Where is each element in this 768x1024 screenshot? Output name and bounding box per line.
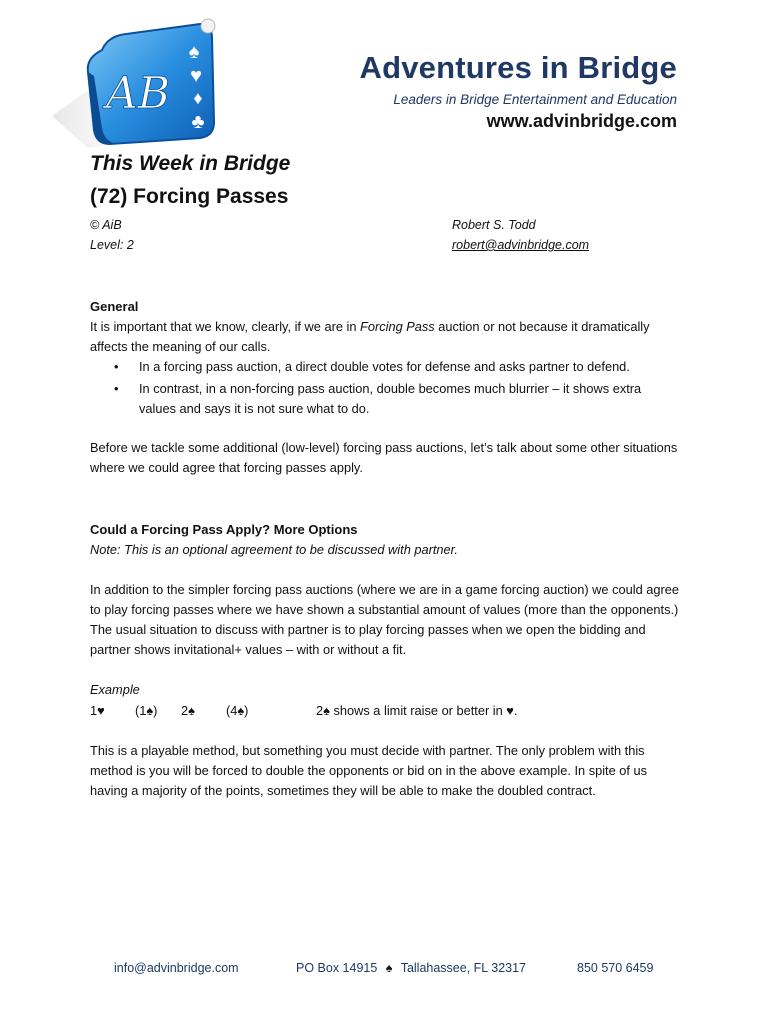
options-heading: Could a Forcing Pass Apply? More Options [90, 522, 358, 537]
general-intro-end: auction or not because it dramatically affects the meaning of our calls. [90, 319, 650, 354]
general-bullets [90, 357, 680, 419]
example-auction [90, 701, 680, 721]
general-heading: General [90, 299, 139, 314]
bullet-text: In a forcing pass auction, a direct double votes for defense and asks partner to defend. [139, 359, 630, 374]
level: Level: 2 [90, 238, 134, 252]
logo-text: AB [106, 68, 171, 119]
auction-comment: 2♠ shows a limit raise or better in ♥. [316, 703, 518, 718]
footer-address [296, 961, 526, 975]
brand-title: Adventures in Bridge [359, 50, 677, 85]
auction-bid: (1♠) [135, 703, 158, 718]
footer-email-link[interactable]: info@advinbridge.com [114, 961, 239, 975]
ab-logo [48, 16, 224, 150]
options-closing: This is a playable method, but something you must decide with partner. The only problem with this method is you will be forced to double the opponents or bid on in the above example. In spite of us having a majority of the points, sometimes they will be able to make the doubled contract. [90, 743, 648, 798]
brand-tagline: Leaders in Bridge Entertainment and Education [393, 92, 677, 107]
auction-bid: (4♠) [226, 703, 249, 718]
logo-heart: ♥ [190, 65, 202, 87]
ab-logo-icon [48, 16, 224, 150]
example-label: Example [90, 682, 140, 697]
general-intro-emphasis: Forcing Pass [360, 319, 435, 334]
logo-club: ♣ [191, 111, 205, 133]
bullet-text: In contrast, in a non-forcing pass auction, double becomes much blurrier – it shows extra values and says it is not sure what to do. [139, 381, 642, 416]
options-note: Note: This is an optional agreement to be discussed with partner. [90, 542, 458, 557]
general-intro [90, 317, 680, 357]
auction-bid: 2♠ [181, 703, 195, 718]
logo-diamond: ♦ [193, 88, 203, 108]
series-title: This Week in Bridge [90, 152, 291, 175]
author-email-link[interactable]: robert@advinbridge.com [452, 238, 590, 252]
general-closing: Before we tackle some additional (low-level) forcing pass auctions, let’s talk about some other situations where we could agree that forcing passes apply. [90, 440, 678, 475]
general-intro-start: It is important that we know, clearly, if we are in [90, 319, 361, 334]
auction-bid: 1♥ [90, 703, 105, 718]
article-title: (72) Forcing Passes [90, 185, 289, 208]
brand-url-link[interactable]: www.advinbridge.com [486, 111, 677, 131]
footer-po-box: PO Box 14915 [296, 961, 378, 975]
logo-spade: ♠ [188, 41, 200, 63]
list-item [90, 357, 680, 377]
bullet-icon: • [114, 381, 119, 396]
author-name: Robert S. Todd [452, 218, 536, 232]
copyright: © AiB [90, 218, 122, 232]
bullet-icon: • [114, 359, 119, 374]
footer-phone: 850 570 6459 [577, 961, 654, 975]
spade-icon: ♠ [385, 961, 393, 975]
footer-city: Tallahassee, FL 32317 [400, 961, 527, 975]
list-item [90, 379, 680, 419]
options-paragraph: In addition to the simpler forcing pass auctions (where we are in a game forcing auction) we could agree to play forcing passes where we have shown a substantial amount of values (more than the opponents.) The usual situation to discuss with partner is to play forcing passes when we open the bidding and partner shows invitational+ values – with or without a fit. [90, 582, 679, 657]
